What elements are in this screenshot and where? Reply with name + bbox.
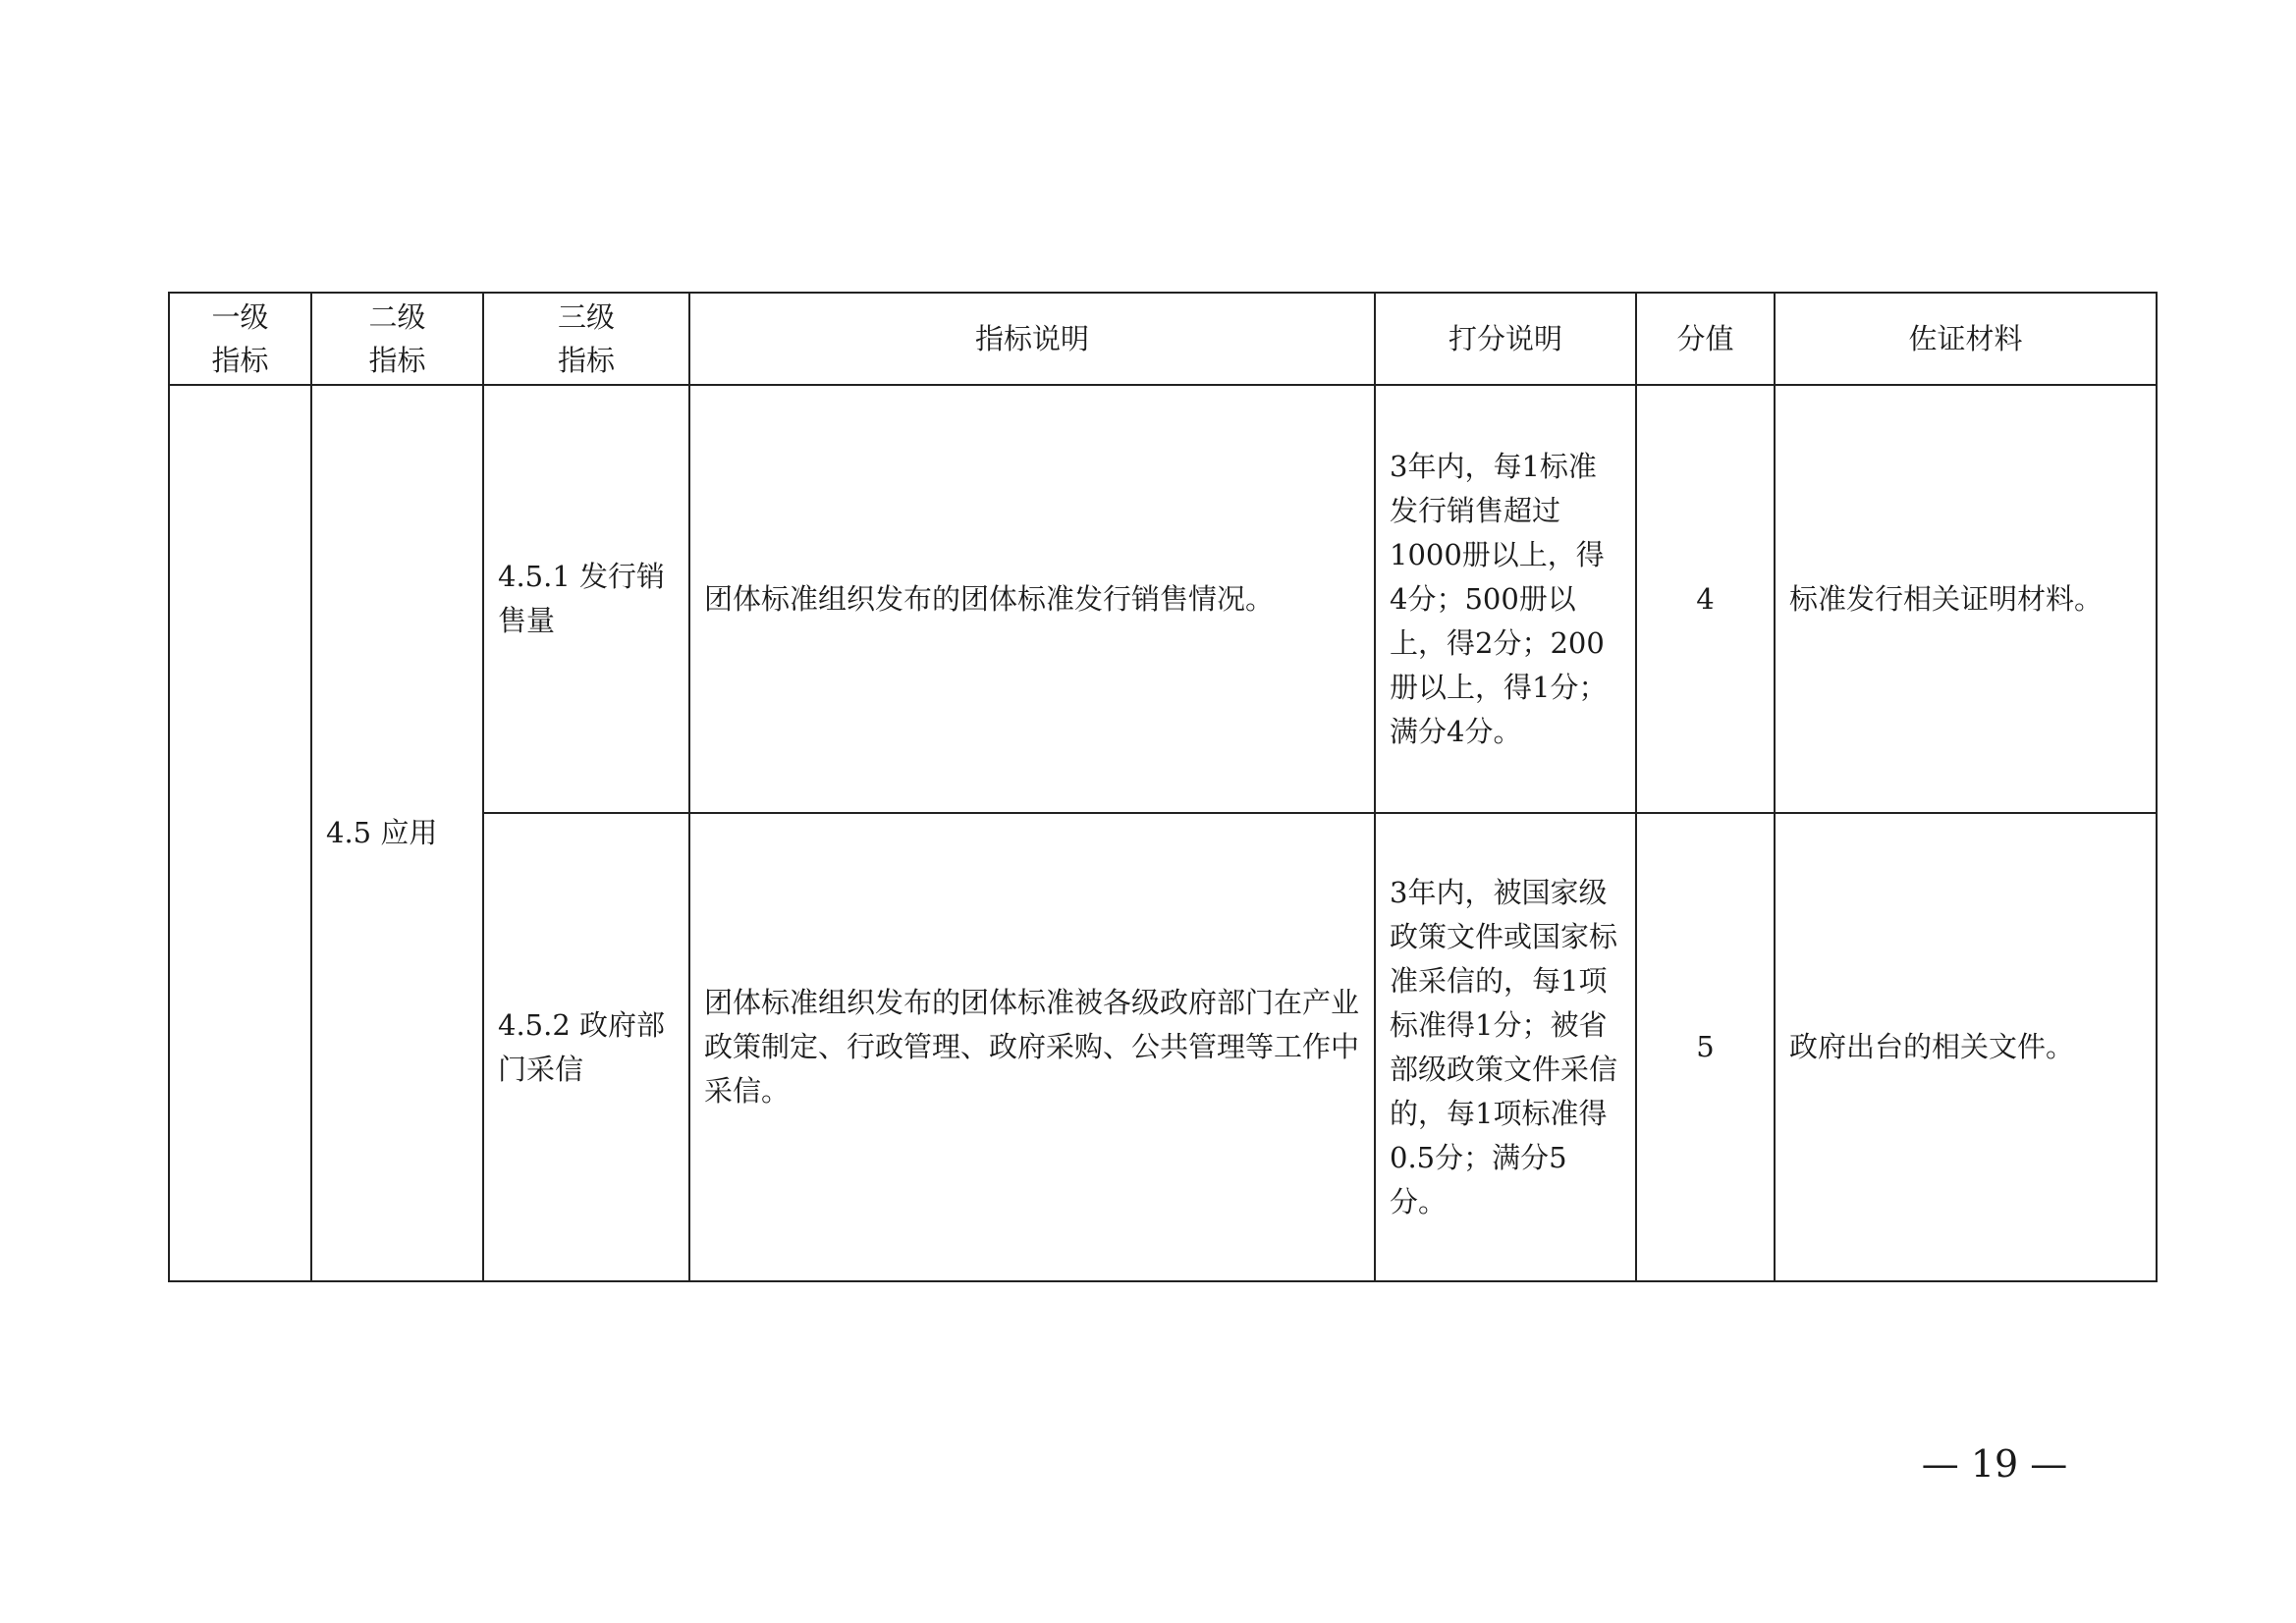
header-evidence: 佐证材料 (1775, 293, 2157, 385)
scoring-table (168, 292, 2158, 1282)
header-level3-line1: 三级 (557, 300, 615, 334)
level2-cell: 4.5 应用 (311, 385, 483, 1281)
level3-cell: 4.5.1 发行销售量 (483, 385, 689, 813)
header-level3-line2: 指标 (557, 344, 615, 377)
evidence-cell: 标准发行相关证明材料。 (1775, 385, 2157, 813)
header-level2 (311, 293, 483, 385)
header-level1-line2: 指标 (211, 344, 269, 377)
evidence-cell: 政府出台的相关文件。 (1775, 813, 2157, 1281)
scoring-cell: 3年内，每1标准发行销售超过1000册以上，得4分；500册以上，得2分；200册以上，得1分；满分4分。 (1375, 385, 1636, 813)
description-cell: 团体标准组织发布的团体标准被各级政府部门在产业政策制定、行政管理、政府采购、公共管理等工作中采信。 (689, 813, 1375, 1281)
level3-cell: 4.5.2 政府部门采信 (483, 813, 689, 1281)
header-description: 指标说明 (689, 293, 1375, 385)
header-level2-line1: 二级 (368, 300, 426, 334)
header-level1 (169, 293, 311, 385)
scoring-cell: 3年内，被国家级政策文件或国家标准采信的，每1项标准得1分；被省部级政策文件采信的，每1项标准得0.5分；满分5分。 (1375, 813, 1636, 1281)
header-level3 (483, 293, 689, 385)
score-cell: 4 (1636, 385, 1775, 813)
header-level2-line2: 指标 (368, 344, 426, 377)
score-cell: 5 (1636, 813, 1775, 1281)
table-row (169, 385, 2157, 813)
description-cell: 团体标准组织发布的团体标准发行销售情况。 (689, 385, 1375, 813)
header-scoring: 打分说明 (1375, 293, 1636, 385)
level1-cell (169, 385, 311, 1281)
header-level1-line1: 一级 (211, 300, 269, 334)
page-number: — 19 — (1921, 1442, 2068, 1486)
header-score: 分值 (1636, 293, 1775, 385)
table-header-row (169, 293, 2157, 385)
